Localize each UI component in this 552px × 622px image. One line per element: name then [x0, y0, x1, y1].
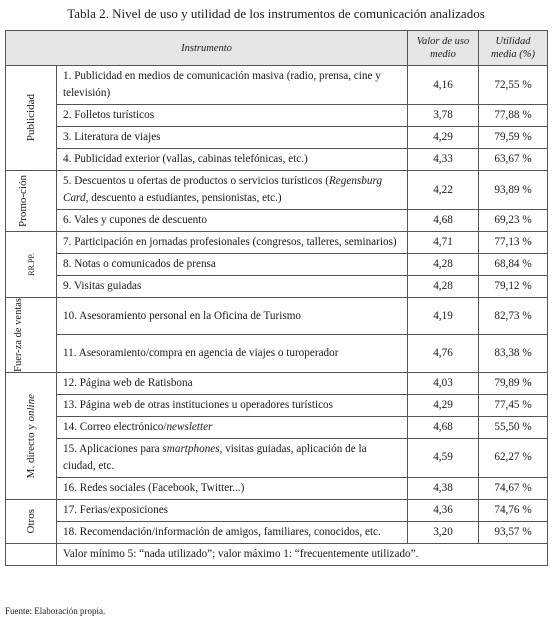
pct-cell: 93,57 % [479, 521, 548, 543]
instrument-cell: 8. Notas o comunicados de prensa [57, 254, 408, 276]
instrument-cell: 16. Redes sociales (Facebook, Twitter...) [57, 477, 408, 499]
value-cell: 4,38 [408, 477, 479, 499]
header-utilidad: Utilidad media (%) [479, 31, 548, 66]
value-cell: 4,19 [408, 298, 479, 335]
value-cell: 4,76 [408, 335, 479, 372]
table-row [6, 372, 548, 394]
group-label: RR.PP. [26, 253, 36, 276]
instrument-cell: 15. Aplicaciones para smartphones, visitas guiadas, aplicación de la ciudad, etc. [57, 438, 408, 477]
pct-cell: 77,45 % [479, 394, 548, 416]
footnote-row [6, 543, 548, 565]
pct-cell: 55,50 % [479, 416, 548, 438]
instrument-cell: 10. Asesoramiento personal en la Oficina de Turismo [57, 298, 408, 335]
group-publicidad [6, 66, 57, 171]
instrument-cell: 3. Literatura de viajes [57, 127, 408, 149]
value-cell: 4,59 [408, 438, 479, 477]
value-cell: 3,20 [408, 521, 479, 543]
group-rrpp [6, 232, 57, 298]
value-cell: 4,22 [408, 171, 479, 210]
value-cell: 4,29 [408, 127, 479, 149]
pct-cell: 77,13 % [479, 232, 548, 254]
value-cell: 4,28 [408, 254, 479, 276]
group-fuerza-ventas [6, 298, 57, 373]
source-note: Fuente: Elaboración propia. [5, 606, 106, 616]
value-cell: 4,68 [408, 210, 479, 232]
table-row [6, 298, 548, 335]
value-cell: 4,36 [408, 499, 479, 521]
pct-cell: 74,67 % [479, 477, 548, 499]
instrument-cell: 11. Asesoramiento/compra en agencia de viajes o turoperador [57, 335, 408, 372]
value-cell: 4,68 [408, 416, 479, 438]
group-label: Promo-ción [17, 175, 29, 227]
value-cell: 4,03 [408, 372, 479, 394]
pct-cell: 83,38 % [479, 335, 548, 372]
group-label: Otros [24, 509, 37, 534]
instrument-cell: 12. Página web de Ratisbona [57, 372, 408, 394]
value-cell: 4,71 [408, 232, 479, 254]
table-row [6, 416, 548, 438]
table-row [6, 66, 548, 105]
instrument-cell: 1. Publicidad en medios de comunicación masiva (radio, prensa, cine y televisión) [57, 66, 408, 105]
group-otros [6, 499, 57, 543]
table-row [6, 232, 548, 254]
value-cell: 4,33 [408, 149, 479, 171]
group-label: Publicidad [24, 94, 37, 142]
group-marketing-directo [6, 372, 57, 499]
table-row [6, 149, 548, 171]
table-row [6, 499, 548, 521]
table-row [6, 394, 548, 416]
pct-cell: 79,89 % [479, 372, 548, 394]
pct-cell: 72,55 % [479, 66, 548, 105]
pct-cell: 79,12 % [479, 276, 548, 298]
table-footnote: Valor mínimo 5: “nada utilizado”; valor máximo 1: “frecuentemente utilizado”. [57, 543, 548, 565]
value-cell: 4,16 [408, 66, 479, 105]
pct-cell: 77,88 % [479, 105, 548, 127]
instrument-cell: 2. Folletos turísticos [57, 105, 408, 127]
group-promocion [6, 171, 57, 232]
table-title: Tabla 2. Nivel de uso y utilidad de los instrumentos de comunicación analizados [67, 6, 485, 21]
pct-cell: 82,73 % [479, 298, 548, 335]
header-valor-uso: Valor de uso medio [408, 31, 479, 66]
table-row [6, 127, 548, 149]
table-row [6, 171, 548, 210]
table-row [6, 276, 548, 298]
instrument-cell: 18. Recomendación/información de amigos, familiares, conocidos, etc. [57, 521, 408, 543]
instrument-cell: 5. Descuentos u ofertas de productos o servicios turísticos (Regensburg Card, descuento a estudiantes, pensionistas, etc.) [57, 171, 408, 210]
header-instrumento: Instrumento [6, 31, 408, 66]
pct-cell: 74,76 % [479, 499, 548, 521]
table-row [6, 477, 548, 499]
pct-cell: 68,84 % [479, 254, 548, 276]
pct-cell: 62,27 % [479, 438, 548, 477]
table-row [6, 335, 548, 372]
instrument-cell: 9. Visitas guiadas [57, 276, 408, 298]
footnote-spacer [6, 543, 57, 565]
instrument-cell: 7. Participación en jornadas profesionales (congresos, talleres, seminarios) [57, 232, 408, 254]
instrument-cell: 14. Correo electrónico/newsletter [57, 416, 408, 438]
group-label: M. directo y online [24, 393, 37, 478]
table-row [6, 210, 548, 232]
pct-cell: 63,67 % [479, 149, 548, 171]
pct-cell: 69,23 % [479, 210, 548, 232]
table-row [6, 438, 548, 477]
pct-cell: 79,59 % [479, 127, 548, 149]
table-row [6, 105, 548, 127]
instrument-cell: 6. Vales y cupones de descuento [57, 210, 408, 232]
instrument-cell: 13. Página web de otras instituciones u operadores turísticos [57, 394, 408, 416]
group-label: Fuer-za de ventas [13, 298, 24, 372]
instrument-cell: 4. Publicidad exterior (vallas, cabinas telefónicas, etc.) [57, 149, 408, 171]
instruments-table [5, 30, 548, 566]
value-cell: 3,78 [408, 105, 479, 127]
header-row [6, 31, 548, 66]
table-row [6, 254, 548, 276]
value-cell: 4,29 [408, 394, 479, 416]
table-row [6, 521, 548, 543]
instrument-cell: 17. Ferias/exposiciones [57, 499, 408, 521]
value-cell: 4,28 [408, 276, 479, 298]
pct-cell: 93,89 % [479, 171, 548, 210]
